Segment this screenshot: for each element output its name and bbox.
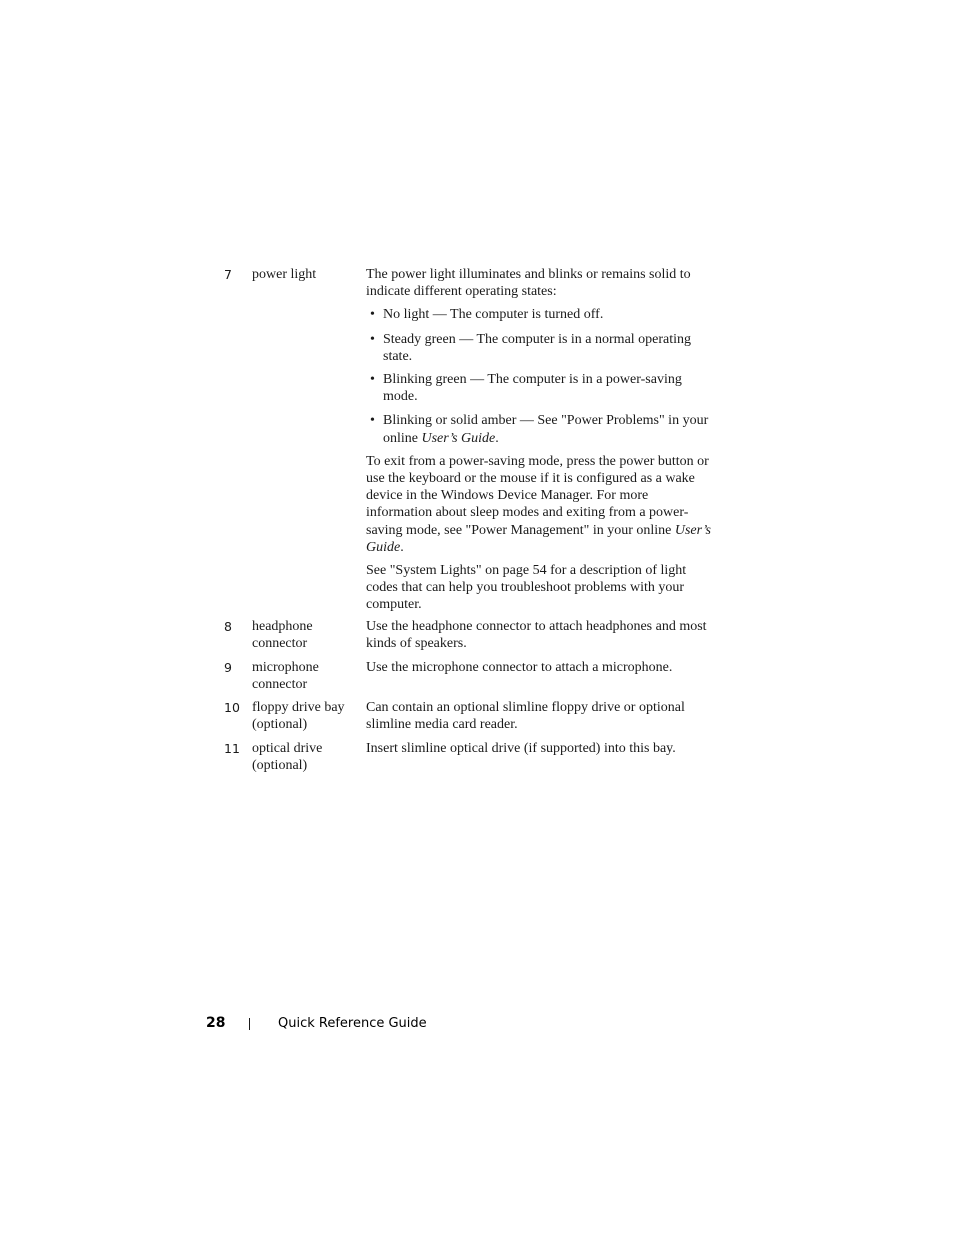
item-label: headphone connector — [252, 619, 313, 651]
item-label: power light — [252, 267, 317, 282]
item-description — [366, 266, 716, 614]
item-description: Use the microphone connector to attach a microphone. — [366, 660, 673, 675]
item-number: 8 — [224, 619, 232, 634]
item-description: Use the headphone connector to attach headphones and most kinds of speakers. — [366, 619, 707, 652]
list-item: • Blinking green — The computer is in a power-saving mode. — [370, 372, 682, 405]
description-paragraph: To exit from a power-saving mode, press the power button or use the keyboard or the mouse if it is configured as a wake device in the Windows Device Manager. For more information about sleep modes and exiting from a power-saving mode, see "Power Management" in your online User’s Guide. — [366, 453, 711, 555]
list-item: • No light — The computer is turned off. — [370, 307, 604, 323]
description-paragraph: See "System Lights" on page 54 for a description of light codes that can help you troubleshoot problems with your computer. — [366, 563, 687, 613]
list-item: • Steady green — The computer is in a normal operating state. — [370, 331, 692, 364]
item-description: Can contain an optional slimline floppy drive or optional slimline media card reader. — [366, 700, 685, 733]
page-number: 28 — [206, 1015, 226, 1031]
item-label: optical drive (optional) — [252, 741, 323, 773]
item-label: microphone connector — [252, 660, 319, 692]
item-number: 9 — [224, 660, 232, 675]
item-description: Insert slimline optical drive (if supported) into this bay. — [366, 741, 676, 756]
footer-title: Quick Reference Guide — [278, 1016, 427, 1031]
item-number: 11 — [224, 741, 240, 756]
footer-divider — [249, 1018, 250, 1030]
list-item: • Blinking or solid amber — See "Power Problems" in your online User’s Guide. — [370, 413, 709, 446]
description-intro: The power light illuminates and blinks or remains solid to indicate different operating states: — [366, 267, 691, 300]
item-label: floppy drive bay (optional) — [252, 700, 345, 732]
item-number: 10 — [224, 700, 240, 715]
item-number: 7 — [224, 267, 232, 282]
